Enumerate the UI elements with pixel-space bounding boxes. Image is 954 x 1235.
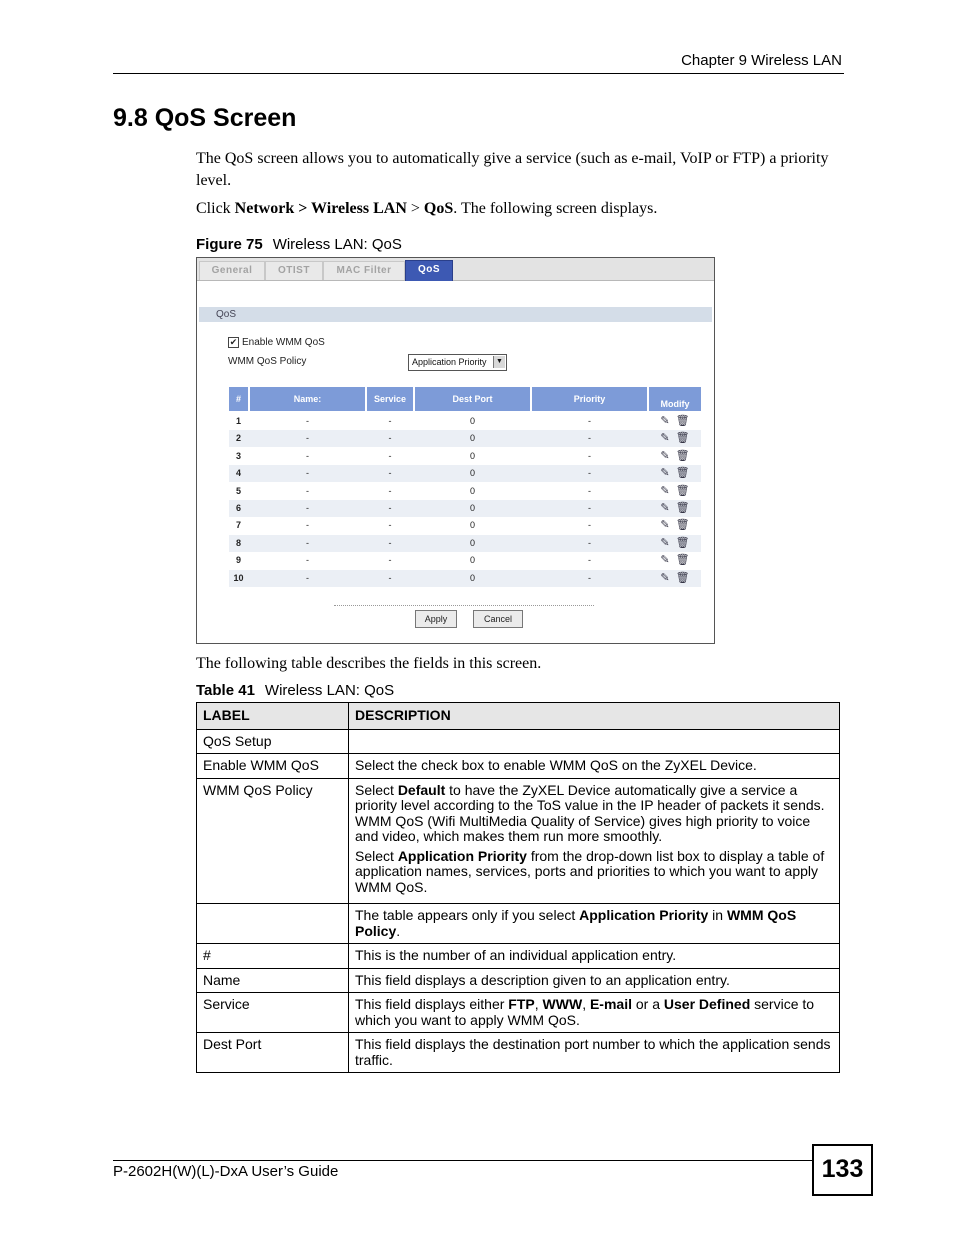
cell-name: - bbox=[306, 537, 309, 548]
cell-name: - bbox=[306, 416, 309, 426]
cell-priority: - bbox=[588, 485, 591, 496]
table-row bbox=[229, 552, 701, 569]
cell-number: 4 bbox=[235, 468, 241, 479]
footer-guide-title: P-2602H(W)(L)-DxA User’s Guide bbox=[113, 1163, 339, 1180]
cell-name: - bbox=[306, 485, 309, 496]
cell-priority: - bbox=[588, 433, 591, 444]
dropdown-arrow-icon: ▼ bbox=[493, 356, 505, 368]
cell-modify bbox=[649, 552, 701, 569]
cell-number: 2 bbox=[235, 433, 241, 444]
row-description: This field displays either FTP, WWW, E-mail or a User Defined service to which you want to apply WMM QoS. bbox=[349, 993, 840, 1033]
cell-priority: - bbox=[588, 537, 591, 548]
col-modify: Modify bbox=[649, 387, 701, 411]
table-header-row bbox=[197, 703, 840, 730]
table-row bbox=[197, 993, 840, 1033]
cell-dest-port: 0 bbox=[469, 537, 475, 548]
cell-number: 1 bbox=[235, 416, 241, 426]
delete-icon[interactable]: 🗑 bbox=[675, 536, 690, 549]
delete-icon[interactable]: 🗑 bbox=[675, 467, 690, 480]
table-title: Wireless LAN: QoS bbox=[264, 682, 395, 699]
cell-dest-port: 0 bbox=[469, 416, 475, 426]
table-row bbox=[229, 430, 701, 447]
cell-priority: - bbox=[588, 416, 591, 426]
row-label: WMM QoS Policy bbox=[197, 778, 349, 904]
cell-modify bbox=[649, 483, 701, 500]
cell-service: - bbox=[388, 416, 392, 426]
delete-icon[interactable]: 🗑 bbox=[675, 571, 690, 584]
row-description bbox=[349, 729, 840, 754]
table-row bbox=[229, 483, 701, 500]
cell-name: - bbox=[306, 572, 309, 583]
edit-icon[interactable]: ✎ bbox=[660, 519, 670, 532]
cell-dest-port: 0 bbox=[469, 468, 475, 479]
cancel-button[interactable]: Cancel bbox=[473, 610, 523, 628]
table-row bbox=[197, 1033, 840, 1073]
cell-service: - bbox=[388, 572, 392, 583]
cell-service: - bbox=[388, 537, 392, 548]
row-description: This field displays a description given to an application entry. bbox=[349, 968, 840, 993]
row-description: This field displays the destination port number to which the application sends traffic. bbox=[349, 1033, 840, 1073]
cell-modify bbox=[649, 500, 701, 517]
edit-icon[interactable]: ✎ bbox=[660, 467, 670, 480]
edit-icon[interactable]: ✎ bbox=[660, 554, 670, 567]
figure-label: Figure 75 bbox=[196, 236, 263, 253]
cell-dest-port: 0 bbox=[469, 572, 475, 583]
delete-icon[interactable]: 🗑 bbox=[675, 519, 690, 532]
click-path-paragraph bbox=[196, 198, 836, 220]
cell-service: - bbox=[388, 520, 392, 531]
cell-priority: - bbox=[588, 520, 591, 531]
enable-wmm-label: Enable WMM QoS bbox=[242, 337, 325, 349]
enable-wmm-checkbox[interactable]: ✔ bbox=[229, 337, 238, 347]
row-label: Enable WMM QoS bbox=[197, 754, 349, 779]
cell-name: - bbox=[306, 520, 309, 531]
cell-number: 9 bbox=[235, 555, 241, 566]
tab-general[interactable]: General bbox=[199, 261, 265, 280]
cell-number: 3 bbox=[235, 450, 241, 461]
intro-paragraph: The QoS screen allows you to automatically give a service (such as e-mail, VoIP or FTP) a priority level. bbox=[196, 150, 829, 189]
table-row bbox=[197, 778, 840, 904]
table-row bbox=[229, 465, 701, 482]
cell-modify bbox=[649, 448, 701, 465]
cell-name: - bbox=[306, 468, 309, 479]
row-label: QoS Setup bbox=[197, 729, 349, 754]
figure-caption bbox=[196, 236, 402, 253]
cell-name: - bbox=[306, 503, 309, 513]
cell-number: 6 bbox=[235, 503, 241, 513]
policy-label: WMM QoS Policy bbox=[228, 356, 307, 367]
table-row bbox=[229, 500, 701, 517]
table-row bbox=[229, 517, 701, 534]
delete-icon[interactable]: 🗑 bbox=[675, 484, 690, 497]
edit-icon[interactable]: ✎ bbox=[660, 571, 670, 584]
cell-service: - bbox=[388, 468, 392, 479]
cell-number: 7 bbox=[235, 520, 241, 531]
row-description: This is the number of an individual application entry. bbox=[349, 944, 840, 969]
cell-name: - bbox=[306, 450, 309, 461]
cell-modify bbox=[649, 465, 701, 482]
description-table bbox=[196, 702, 840, 1073]
qos-screenshot bbox=[196, 257, 715, 644]
table-row bbox=[197, 944, 840, 969]
qos-section-label: QoS bbox=[216, 309, 237, 320]
row-label: Service bbox=[197, 993, 349, 1033]
divider bbox=[334, 605, 594, 606]
page-number: 133 bbox=[812, 1144, 873, 1196]
col-service: Service bbox=[367, 387, 413, 411]
cell-modify bbox=[649, 517, 701, 534]
figure-title: Wireless LAN: QoS bbox=[272, 236, 402, 253]
cell-service: - bbox=[388, 555, 392, 566]
row-label: # bbox=[197, 944, 349, 969]
cell-modify bbox=[649, 570, 701, 587]
delete-icon[interactable]: 🗑 bbox=[675, 502, 690, 514]
section-title: 9.8 QoS Screen bbox=[113, 104, 297, 132]
cell-priority: - bbox=[588, 468, 591, 479]
edit-icon[interactable]: ✎ bbox=[660, 432, 670, 445]
delete-icon[interactable]: 🗑 bbox=[675, 432, 690, 445]
edit-icon[interactable]: ✎ bbox=[660, 415, 670, 427]
header-description: DESCRIPTION bbox=[349, 703, 840, 730]
cell-dest-port: 0 bbox=[469, 503, 475, 513]
cell-number: 8 bbox=[235, 537, 241, 548]
table-row bbox=[197, 968, 840, 993]
enable-wmm-row bbox=[228, 337, 325, 348]
table-row bbox=[197, 729, 840, 754]
tab-mac-filter[interactable]: MAC Filter bbox=[323, 261, 405, 280]
table-intro: The following table describes the fields in this screen. bbox=[196, 655, 542, 672]
apply-button[interactable]: Apply bbox=[415, 610, 457, 628]
cell-priority: - bbox=[588, 450, 591, 461]
footer-rule bbox=[113, 1160, 813, 1161]
edit-icon[interactable]: ✎ bbox=[660, 502, 670, 514]
policy-select-value: Application Priority bbox=[412, 357, 487, 367]
nav-separator: > bbox=[406, 200, 424, 217]
cell-name: - bbox=[306, 555, 309, 566]
tab-qos[interactable]: QoS bbox=[405, 260, 453, 281]
chapter-header: Chapter 9 Wireless LAN bbox=[681, 52, 842, 69]
cell-dest-port: 0 bbox=[469, 520, 475, 531]
row-description: The table appears only if you select Application Priority in WMM QoS Policy. bbox=[349, 904, 840, 944]
row-description bbox=[349, 778, 840, 904]
table-caption bbox=[196, 682, 394, 699]
table-label: Table 41 bbox=[196, 682, 255, 699]
table-row bbox=[197, 904, 840, 944]
desc-paragraph: Select Default to have the ZyXEL Device automatically give a service a priority level according to the ToS value in the IP header of packets it sends. WMM QoS (Wifi MultiMedia Quality of Service) gives high priority to voice and video, which makes them run more smoothly. bbox=[355, 781, 825, 844]
cell-priority: - bbox=[588, 572, 591, 583]
cell-service: - bbox=[388, 433, 392, 444]
cell-modify bbox=[649, 413, 701, 430]
cell-number: 10 bbox=[233, 572, 244, 583]
nav-path: Network > Wireless LAN bbox=[234, 200, 407, 217]
delete-icon[interactable]: 🗑 bbox=[675, 415, 690, 427]
cell-name: - bbox=[306, 433, 309, 444]
row-label: Dest Port bbox=[197, 1033, 349, 1073]
table-row bbox=[229, 413, 701, 430]
tab-otist[interactable]: OTIST bbox=[265, 261, 323, 280]
edit-icon[interactable]: ✎ bbox=[660, 536, 670, 549]
cell-service: - bbox=[388, 503, 392, 513]
cell-dest-port: 0 bbox=[469, 450, 475, 461]
cell-priority: - bbox=[588, 555, 591, 566]
header-label: LABEL bbox=[197, 703, 349, 730]
edit-icon[interactable]: ✎ bbox=[660, 449, 670, 462]
policy-select[interactable] bbox=[408, 354, 507, 371]
cell-service: - bbox=[388, 450, 392, 461]
table-row bbox=[229, 535, 701, 552]
col-name: Name: bbox=[250, 387, 365, 411]
col-number: # bbox=[229, 387, 248, 411]
cell-modify bbox=[649, 535, 701, 552]
delete-icon[interactable]: 🗑 bbox=[675, 554, 690, 567]
cell-dest-port: 0 bbox=[469, 485, 475, 496]
table-row bbox=[229, 570, 701, 587]
row-label bbox=[197, 904, 349, 944]
click-prefix: Click bbox=[196, 200, 235, 217]
row-label: Name bbox=[197, 968, 349, 993]
cell-modify bbox=[649, 430, 701, 447]
tab-bar bbox=[197, 258, 714, 281]
col-dest-port: Dest Port bbox=[415, 387, 530, 411]
header-rule bbox=[113, 73, 844, 74]
click-suffix: . The following screen displays. bbox=[453, 200, 658, 217]
qos-section-bar bbox=[199, 307, 712, 322]
delete-icon[interactable]: 🗑 bbox=[675, 449, 690, 462]
cell-dest-port: 0 bbox=[469, 433, 475, 444]
cell-dest-port: 0 bbox=[469, 555, 475, 566]
desc-paragraph: Select Application Priority from the drop-down list box to display a table of application names, services, ports and priorities to which you want to apply WMM QoS. bbox=[355, 847, 825, 895]
cell-priority: - bbox=[588, 503, 591, 513]
table-row bbox=[229, 448, 701, 465]
table-row bbox=[197, 754, 840, 779]
cell-service: - bbox=[388, 485, 392, 496]
edit-icon[interactable]: ✎ bbox=[660, 484, 670, 497]
row-description: Select the check box to enable WMM QoS on the ZyXEL Device. bbox=[349, 754, 840, 779]
col-priority: Priority bbox=[532, 387, 647, 411]
cell-number: 5 bbox=[235, 485, 241, 496]
nav-page: QoS bbox=[423, 200, 454, 217]
